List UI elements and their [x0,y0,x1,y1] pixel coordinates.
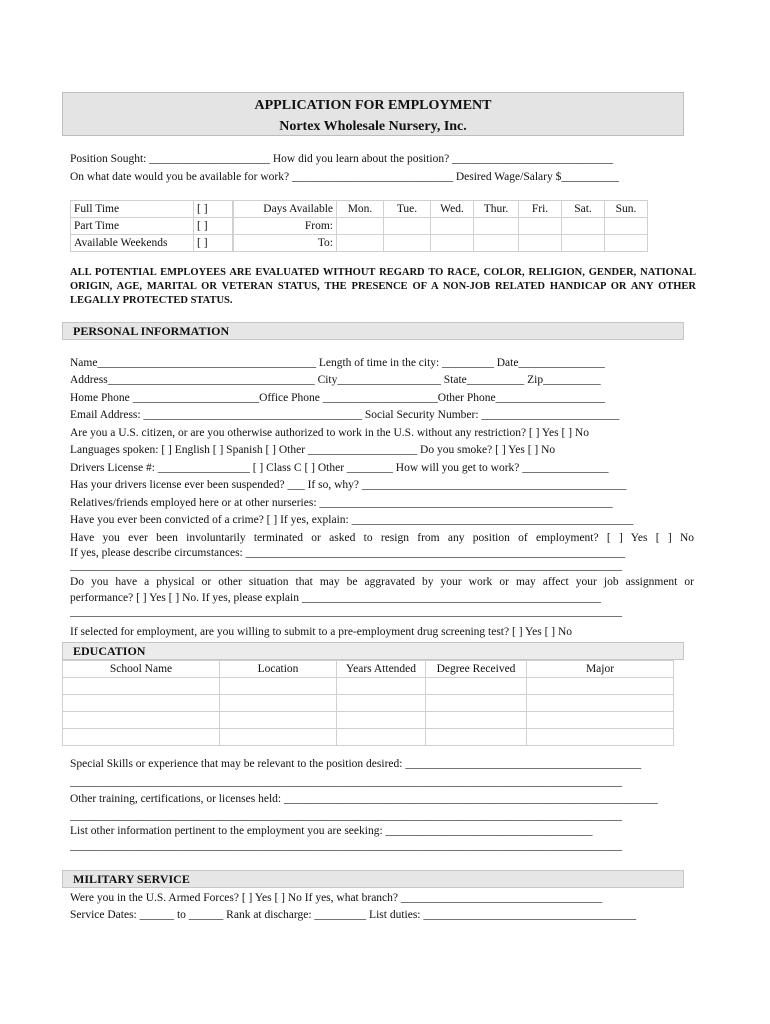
days-from-row [234,218,648,235]
phone-line[interactable]: Home Phone ______________________Office Phone ____________________Other Phone___________________ [70,392,605,404]
col-major: Major [527,661,674,678]
employment-type-checkbox[interactable]: [ ] [194,235,233,252]
day-cell[interactable] [519,218,562,235]
employment-type-row[interactable] [71,201,233,218]
name-line[interactable]: Name______________________________________ Length of time in the city: _________ Date_______________ [70,357,605,369]
edu-cell[interactable] [337,729,426,746]
education-header-row [63,661,674,678]
day-fri: Fri. [519,201,562,218]
service-dates-line[interactable]: Service Dates: ______ to ______ Rank at discharge: _________ List duties: _____________________________________ [70,909,637,921]
personal-information-heading: PERSONAL INFORMATION [62,322,684,340]
edu-cell[interactable] [63,678,220,695]
edu-cell[interactable] [337,712,426,729]
days-header-row [234,201,648,218]
languages-smoke-line[interactable]: Languages spoken: [ ] English [ ] Spanish [ ] Other ___________________ Do you smoke? [ ] Yes [ ] No [70,444,556,456]
day-cell[interactable] [562,235,605,252]
edu-cell[interactable] [337,695,426,712]
edu-cell[interactable] [63,695,220,712]
license-suspended-line[interactable]: Has your drivers license ever been suspended? ___ If so, why? ______________________________________________ [70,479,627,491]
day-sat: Sat. [562,201,605,218]
employment-type-row[interactable] [71,235,233,252]
blank-answer-line[interactable]: ________________________________________________________________________________________________ [70,810,622,822]
day-cell[interactable] [431,235,474,252]
address-line[interactable]: Address____________________________________ City__________________ State__________ Zip__________ [70,374,601,386]
employment-type-checkbox[interactable]: [ ] [194,218,233,235]
employment-type-label: Available Weekends [71,235,194,252]
blank-answer-line[interactable]: ________________________________________________________________________________________________ [70,776,622,788]
form-title: APPLICATION FOR EMPLOYMENT [254,98,492,113]
day-thur: Thur. [474,201,519,218]
physical-situation-question: Do you have a physical or other situation that may be aggravated by your work or may affect your job assignment or [70,576,694,588]
day-cell[interactable] [431,218,474,235]
position-sought-line[interactable]: Position Sought: _____________________ How did you learn about the position? ____________________________ [70,153,614,165]
drivers-license-line[interactable]: Drivers License #: ________________ [ ] Class C [ ] Other ________ How will you get to work? _______________ [70,462,609,474]
education-table [62,660,674,746]
relatives-line[interactable]: Relatives/friends employed here or at other nurseries: ___________________________________________________ [70,497,613,509]
day-cell[interactable] [474,218,519,235]
form-title-block [62,92,684,136]
days-available-label: Days Available [234,201,337,218]
edu-cell[interactable] [527,678,674,695]
edu-cell[interactable] [426,712,527,729]
days-to-row [234,235,648,252]
drug-test-line[interactable]: If selected for employment, are you willing to submit to a pre-employment drug screening test? [ ] Yes [ ] No [70,626,573,638]
edu-cell[interactable] [527,729,674,746]
blank-answer-line[interactable]: ________________________________________________________________________________________________ [70,840,622,852]
blank-answer-line[interactable]: ________________________________________________________________________________________________ [70,560,622,572]
day-wed: Wed. [431,201,474,218]
edu-cell[interactable] [220,695,337,712]
physical-situation-explain-line[interactable]: performance? [ ] Yes [ ] No. If yes, please explain ____________________________________________________ [70,592,601,604]
edu-cell[interactable] [426,729,527,746]
edu-cell[interactable] [426,678,527,695]
edu-cell[interactable] [527,712,674,729]
edu-cell[interactable] [63,729,220,746]
from-label: From: [234,218,337,235]
employment-type-checkbox[interactable]: [ ] [194,201,233,218]
blank-answer-line[interactable]: ________________________________________________________________________________________________ [70,606,622,618]
day-cell[interactable] [605,235,648,252]
other-info-line[interactable]: List other information pertinent to the employment you are seeking: ____________________________________ [70,825,593,837]
day-cell[interactable] [519,235,562,252]
col-school-name: School Name [63,661,220,678]
to-label: To: [234,235,337,252]
edu-cell[interactable] [220,712,337,729]
special-skills-line[interactable]: Special Skills or experience that may be relevant to the position desired: _________________________________________ [70,758,642,770]
military-service-heading: MILITARY SERVICE [62,870,684,888]
col-location: Location [220,661,337,678]
company-name: Nortex Wholesale Nursery, Inc. [279,119,467,134]
days-available-table [233,200,648,252]
edu-cell[interactable] [426,695,527,712]
eeo-statement: ALL POTENTIAL EMPLOYEES ARE EVALUATED WITHOUT REGARD TO RACE, COLOR, RELIGION, GENDER, NATIONAL ORIGIN, AGE, MARITAL OR VETERAN STATUS, THE PRESENCE OF A NON-JOB RELATED HANDICAP OR ANY OTHER LEGALLY PROTECTED STATUS. [70,267,696,306]
edu-cell[interactable] [220,678,337,695]
edu-cell[interactable] [63,712,220,729]
citizenship-line[interactable]: Are you a U.S. citizen, or are you otherwise authorized to work in the U.S. without any restriction? [ ] Yes [ ] No [70,427,589,439]
education-row[interactable] [63,729,674,746]
day-cell[interactable] [337,218,384,235]
day-cell[interactable] [562,218,605,235]
employment-type-row[interactable] [71,218,233,235]
col-years-attended: Years Attended [337,661,426,678]
employment-type-label: Part Time [71,218,194,235]
day-cell[interactable] [474,235,519,252]
edu-cell[interactable] [527,695,674,712]
day-tue: Tue. [384,201,431,218]
email-ssn-line[interactable]: Email Address: ______________________________________ Social Security Number: ________________________ [70,409,620,421]
education-row[interactable] [63,712,674,729]
terminated-explain-line[interactable]: If yes, please describe circumstances: __________________________________________________________________ [70,547,626,559]
day-cell[interactable] [605,218,648,235]
edu-cell[interactable] [337,678,426,695]
day-sun: Sun. [605,201,648,218]
day-mon: Mon. [337,201,384,218]
availability-date-line[interactable]: On what date would you be available for work? ____________________________ Desired Wage/Salary $__________ [70,171,619,183]
convicted-line[interactable]: Have you ever been convicted of a crime? [ ] If yes, explain: _________________________________________________ [70,514,634,526]
education-row[interactable] [63,695,674,712]
education-row[interactable] [63,678,674,695]
day-cell[interactable] [384,235,431,252]
edu-cell[interactable] [220,729,337,746]
training-line[interactable]: Other training, certifications, or licenses held: _________________________________________________________________ [70,793,658,805]
col-degree-received: Degree Received [426,661,527,678]
employment-type-label: Full Time [71,201,194,218]
day-cell[interactable] [337,235,384,252]
employment-type-table [70,200,233,252]
terminated-question[interactable]: Have you ever been involuntarily terminated or asked to resign from any position of employment? [ ] Yes [ ] No [70,532,694,544]
day-cell[interactable] [384,218,431,235]
education-heading: EDUCATION [62,642,684,660]
armed-forces-line[interactable]: Were you in the U.S. Armed Forces? [ ] Yes [ ] No If yes, what branch? ___________________________________ [70,892,603,904]
